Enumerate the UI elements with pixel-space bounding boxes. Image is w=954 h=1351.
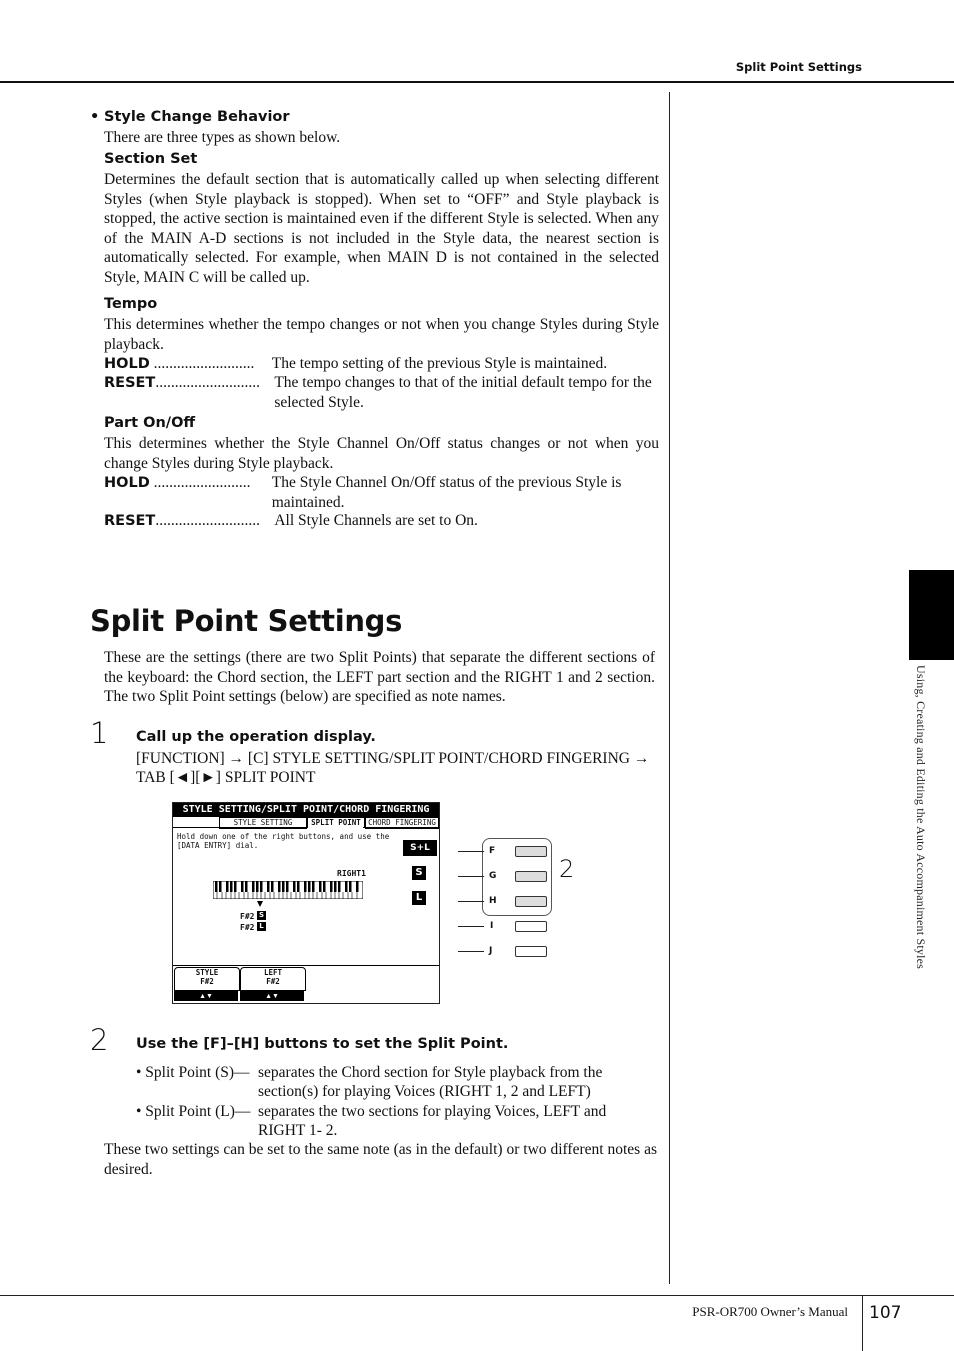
knob-left-arrows-icon[interactable]: ▲▼: [240, 991, 304, 1001]
step-1-number: 1: [90, 716, 109, 750]
lcd-tab-split-point[interactable]: SPLIT POINT: [307, 817, 365, 828]
lcd-right-label: RIGHT1: [337, 869, 366, 878]
step-2-number: 2: [90, 1023, 109, 1057]
step-1-title: Call up the operation display.: [136, 729, 376, 745]
lcd-tab-baseline: [363, 827, 439, 828]
split-s-line-1: separates the Chord section for Style playback from the: [258, 1064, 603, 1081]
option-key: HOLD: [104, 356, 150, 372]
leader-line: [458, 951, 484, 952]
running-title: Split Point Settings: [735, 60, 862, 74]
leader-dots: .........................: [149, 474, 251, 491]
chapter-tab: [909, 570, 954, 660]
lcd-title: STYLE SETTING/SPLIT POINT/CHORD FINGERING: [173, 803, 439, 817]
footer-rule: [0, 1295, 954, 1296]
knob-style[interactable]: [174, 967, 240, 991]
knob-left-label: LEFT: [263, 968, 283, 977]
lcd-tab-style-setting[interactable]: STYLE SETTING: [219, 817, 307, 829]
bullet: •: [90, 109, 100, 125]
option-key: RESET: [104, 513, 156, 529]
step-1-path-1: [FUNCTION] → [C] STYLE SETTING/SPLIT POINT/CHORD FINGERING →: [136, 750, 650, 767]
panel-button-f[interactable]: [515, 846, 547, 857]
leader-line: [458, 901, 484, 902]
section-set-title: Section Set: [104, 151, 198, 167]
split-l-small-icon: L: [257, 922, 266, 931]
option-value: The tempo setting of the previous Style is maintained.: [271, 355, 608, 372]
option-value: All Style Channels are set to On.: [274, 512, 478, 529]
panel-label-g: G: [489, 871, 497, 881]
split-sl-button-icon[interactable]: S+L: [403, 840, 437, 856]
lcd-message-1: Hold down one of the right buttons, and use the: [177, 832, 390, 841]
split-s-key: • Split Point (S)—: [136, 1064, 250, 1081]
option-value: The tempo changes to that of the initial default tempo for the selected Style.: [274, 374, 652, 411]
tempo-title: Tempo: [104, 296, 158, 312]
part-body: This determines whether the Style Channel On/Off status changes or not when you change Styles during Style playback.: [104, 435, 659, 472]
split-l-line-1: separates the two sections for playing Voices, LEFT and: [258, 1103, 607, 1120]
lcd-keyboard: [213, 881, 363, 899]
option-key: RESET: [104, 375, 156, 391]
panel-label-j: J: [489, 946, 493, 956]
section-heading: Split Point Settings: [90, 604, 403, 638]
tempo-body: This determines whether the tempo changes or not when you change Styles during Style playback.: [104, 316, 659, 353]
leader-dots: ...........................: [155, 512, 260, 529]
footer-divider: [862, 1296, 863, 1351]
panel-button-j[interactable]: [515, 946, 547, 957]
split-s-line-2: section(s) for playing Voices (RIGHT 1, 2 and LEFT): [258, 1083, 591, 1100]
section-set-body: Determines the default section that is automatically called up when selecting different Styles (when Style playback is stopped). When set to “OFF” and Style playback is stopped, the active section is maintained even if the different Style is selected. When any of the MAIN A-D sections is not included in the Style data, the nearest section is automatically selected. For example, when MAIN D is not contained in the selected Style, MAIN C will be called up.: [104, 171, 659, 286]
knob-style-arrows-icon[interactable]: ▲▼: [174, 991, 238, 1001]
split-s-small-icon: S: [258, 911, 265, 919]
part-hold-row: [104, 473, 659, 512]
option-value: The Style Channel On/Off status of the previous Style is maintained.: [271, 474, 622, 511]
panel-label-f: F: [489, 846, 496, 856]
panel-label-i: I: [490, 921, 494, 931]
split-l-line-2: RIGHT 1- 2.: [258, 1122, 338, 1139]
chapter-tab-text: Using, Creating and Editing the Auto Accompaniment Styles: [914, 665, 928, 970]
leader-dots: ..........................: [149, 355, 255, 372]
callout-number: 2: [559, 855, 575, 883]
panel-button-g[interactable]: [515, 871, 547, 882]
part-title: Part On/Off: [104, 415, 196, 431]
leader-line: [458, 926, 484, 927]
leader-line: [458, 876, 484, 877]
step-2-title: Use the [F]–[H] buttons to set the Split Point.: [136, 1036, 509, 1052]
lcd-split-s: F#2: [240, 912, 255, 921]
leader-line: [458, 851, 484, 852]
lcd-tab-baseline: [173, 827, 307, 828]
panel-button-i[interactable]: [515, 921, 547, 932]
knob-style-label: STYLE: [195, 968, 219, 977]
tempo-hold-row: [104, 354, 659, 375]
lcd-screen: [172, 802, 440, 1004]
knob-style-value: F#2: [200, 977, 214, 986]
option-key: HOLD: [104, 475, 150, 491]
knob-left[interactable]: [240, 967, 306, 991]
lcd-bottom-rule: [173, 965, 439, 966]
split-marker-icon: [257, 901, 263, 907]
manual-title: PSR-OR700 Owner’s Manual: [692, 1304, 848, 1319]
split-l-key: • Split Point (L)—: [136, 1103, 251, 1120]
split-l-button-icon[interactable]: L: [412, 891, 426, 905]
header-rule: [0, 81, 954, 83]
lcd-split-l: F#2: [240, 923, 255, 932]
split-s-button-icon[interactable]: S: [412, 866, 426, 880]
column-divider: [669, 92, 670, 1284]
step-2-outro: These two settings can be set to the same note (as in the default) or two different notes as desired.: [104, 1141, 657, 1178]
style-change-intro: There are three types as shown below.: [104, 129, 341, 146]
panel-label-h: H: [489, 896, 497, 906]
page-number: 107: [869, 1303, 902, 1323]
section-intro: These are the settings (there are two Split Points) that separate the different sections of the keyboard: the Chord section, the LEFT part section and the RIGHT 1 and 2 section. The two Split Point settings (below) are specified as note names.: [104, 649, 655, 705]
tempo-reset-row: [104, 373, 659, 412]
lcd-tab-chord-fingering[interactable]: CHORD FINGERING: [365, 817, 439, 829]
lcd-message-2: [DATA ENTRY] dial.: [177, 841, 259, 850]
part-reset-row: [104, 511, 659, 532]
leader-dots: ...........................: [155, 374, 260, 391]
step-1-path-2: TAB [◄][►] SPLIT POINT: [136, 769, 316, 786]
knob-left-value: F#2: [266, 977, 280, 986]
style-change-title: Style Change Behavior: [104, 109, 290, 125]
panel-button-h[interactable]: [515, 896, 547, 907]
